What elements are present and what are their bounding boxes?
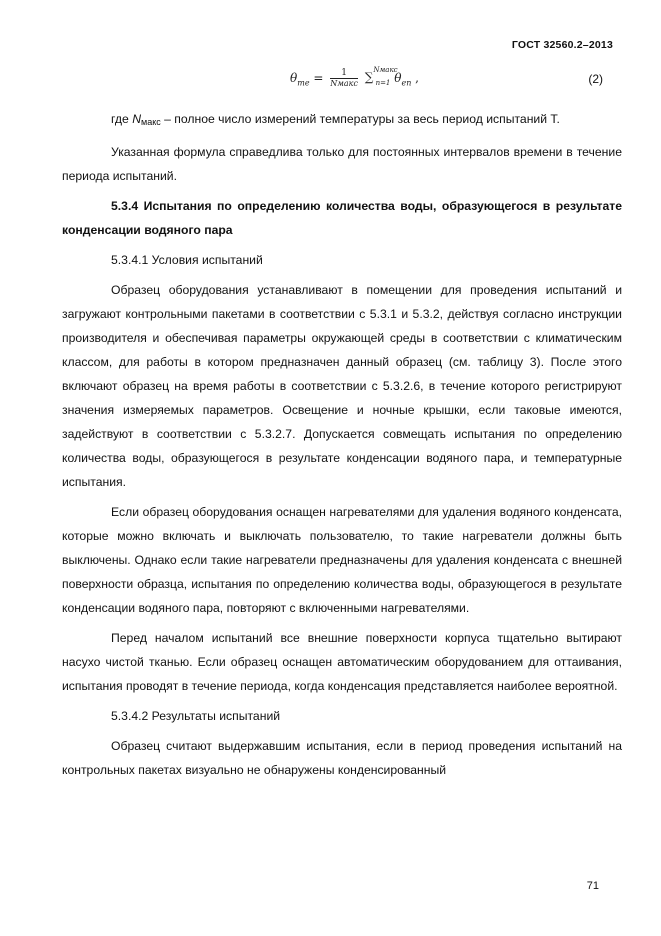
formula-equals: =	[313, 71, 324, 85]
formula-lhs: θ	[290, 71, 298, 85]
document-header: ГОСТ 32560.2–2013	[511, 39, 613, 51]
paragraph-heaters: Если образец оборудования оснащен нагревателями для удаления водяного конденсата, которые можно включать и выключать пользователю, то такие нагреватели должны быть выключены. Однако если такие нагреватели предназначены для удаления конденсата с внешней поверхности образца, испытания по определению количества воды, образующегося в результате конденсации водяного пара, повторяют с включенными нагревателями.	[62, 505, 622, 615]
fraction-denominator: Nмакс	[330, 79, 358, 88]
where-prefix: где	[111, 112, 133, 126]
sum-lower-limit: n=1	[375, 78, 391, 87]
paragraph-test-conditions: Образец оборудования устанавливают в помещении для проведения испытаний и загружают контрольными пакетами в соответствии с 5.3.1 и 5.3.2, действуя согласно инструкции производителя и обеспечивая параметры окружающей среды в соответствии с климатическим классом, для работы в котором предназначен данный образец (см. таблицу 3). После этого включают образец на время работы в соответствии с 5.3.2.6, в течение которого регистрируют значения измеряемых параметров. Освещение и ночные крышки, если таковые имеются, задействуют в соответствии с 5.3.2.7. Допускается совмещать испытания по определению количества воды, образующегося в результате конденсации водяного пара, и температурные испытания.	[62, 283, 622, 489]
where-variable-subscript: макс	[141, 117, 161, 127]
paragraph-formula-note: Указанная формула справедлива только для постоянных интервалов времени в течение периода испытаний.	[62, 145, 622, 183]
page-number: 71	[586, 880, 599, 892]
where-variable: N	[132, 112, 141, 126]
section-heading-5-3-4: 5.3.4 Испытания по определению количества воды, образующегося в результате конденсации водяного пара	[62, 199, 622, 237]
formula-rhs-subscript: en	[401, 78, 412, 88]
paragraph-preparation: Перед началом испытаний все внешние поверхности корпуса тщательно вытирают насухо чистой тканью. Если образец оснащен автоматическим оборудованием для оттаивания, испытания проводят в течение периода, когда конденсация представляется наиболее вероятной.	[62, 631, 622, 693]
summation: ∑$^{Nмакс}_{n=1}$	[364, 66, 398, 87]
where-text: – полное число измерений температуры за весь период испытаний T.	[160, 112, 560, 126]
sum-upper-limit: Nмакс	[373, 66, 398, 75]
formula-2	[290, 68, 419, 89]
document-body	[62, 107, 622, 788]
where-clause	[62, 107, 622, 134]
formula-fraction	[330, 68, 358, 89]
formula-lhs-subscript: me	[297, 78, 310, 88]
fraction-numerator: 1	[330, 68, 358, 79]
paragraph-test-results: Образец считают выдержавшим испытания, если в период проведения испытаний на контрольных пакетах визуально не обнаружены конденсированный	[62, 739, 622, 777]
equation-number: (2)	[588, 72, 603, 86]
formula-tail: ,	[415, 71, 419, 85]
subsection-heading-5-3-4-1: 5.3.4.1 Условия испытаний	[111, 253, 263, 267]
subsection-heading-5-3-4-2: 5.3.4.2 Результаты испытаний	[111, 709, 281, 723]
formula-rhs: θ	[394, 71, 402, 85]
formula-row	[0, 66, 661, 96]
